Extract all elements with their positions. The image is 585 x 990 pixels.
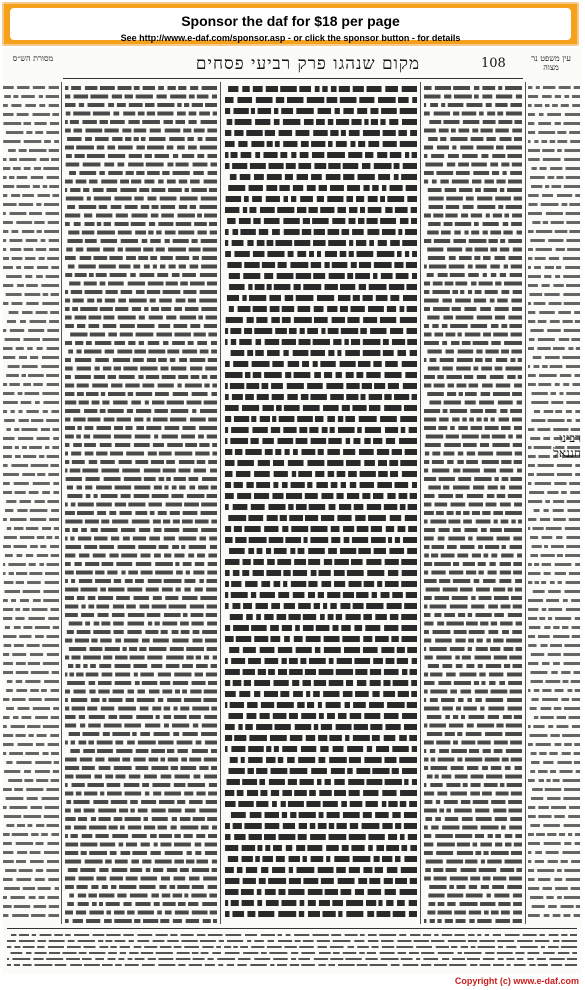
- rashi-column: [424, 84, 522, 924]
- talmud-page: [3, 48, 581, 974]
- text-lines: [65, 84, 217, 924]
- text-lines: [7, 932, 577, 972]
- right-margin-column: [528, 84, 580, 924]
- text-lines: [225, 84, 417, 924]
- page-number: 108: [481, 56, 506, 71]
- sponsor-banner-panel: [10, 8, 571, 43]
- ein-mishpat-label: עין משפט נר מצוה: [531, 54, 571, 72]
- column-divider-right: [525, 82, 526, 924]
- column-divider-center-left: [220, 82, 221, 924]
- rabbeinu-chananel-heading: רבינו חננאל: [553, 431, 581, 460]
- page-title: מקום שנהגו פרק רביעי פסחים: [195, 54, 421, 74]
- gemara-main-column: [225, 84, 417, 924]
- header-divider: [63, 78, 523, 79]
- sponsor-banner-title[interactable]: Sponsor the daf for $18 per page: [181, 13, 400, 29]
- text-lines: [3, 84, 59, 924]
- text-lines: [424, 84, 522, 924]
- column-divider-left: [61, 82, 62, 924]
- left-margin-column: [3, 84, 59, 924]
- masoret-hashas-label: מסורת הש״ס: [12, 54, 54, 63]
- tosafot-column: [65, 84, 217, 924]
- copyright-link[interactable]: Copyright (c) www.e-daf.com: [454, 976, 579, 986]
- text-lines: [528, 84, 580, 924]
- sponsor-banner[interactable]: [2, 2, 579, 46]
- page-header: [3, 54, 581, 76]
- footnotes-divider: [7, 928, 577, 929]
- sponsor-banner-subtitle[interactable]: See http://www.e-daf.com/sponsor.asp - or click the sponsor button - for details: [120, 33, 461, 43]
- column-divider-center-right: [420, 82, 421, 924]
- footnotes-block: [7, 932, 577, 972]
